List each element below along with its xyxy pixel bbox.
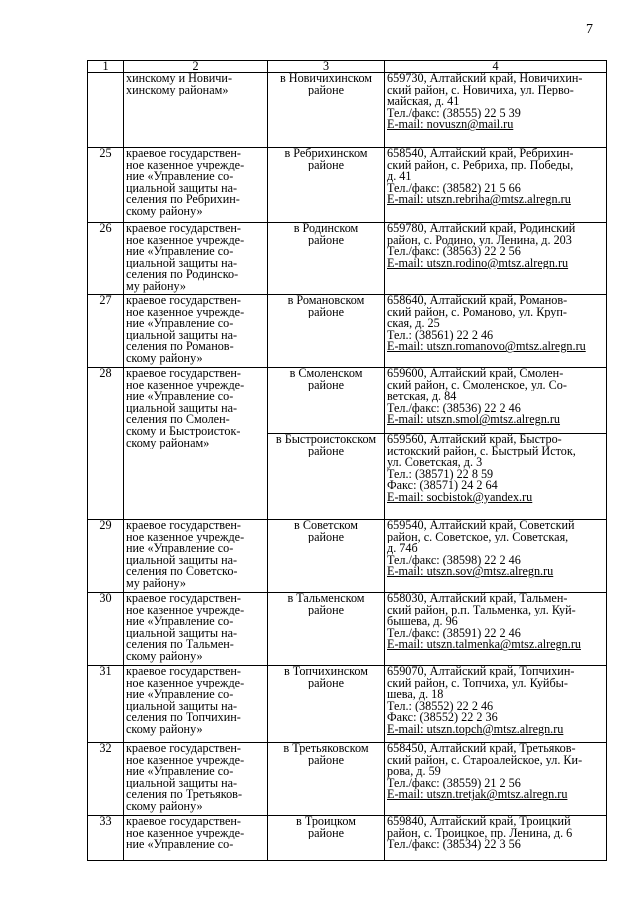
text-line: ние «Управление со-: [126, 391, 234, 403]
address-contacts: [385, 368, 607, 434]
text-line: 659780, Алтайский край, Родинский: [387, 223, 576, 235]
text-line: районе: [307, 677, 345, 690]
text-line: районе: [307, 84, 345, 97]
address-contacts: [385, 666, 607, 743]
text-line: E-mail: utszn.rebriha@mtsz.alregn.ru: [387, 194, 571, 206]
text-line: ский район, с. Смоленское, ул. Со-: [387, 379, 567, 392]
text-line: ние «Управление со-: [126, 543, 234, 555]
text-line: ние «Управление со-: [126, 689, 234, 701]
address-contacts: [385, 816, 607, 861]
text-line: скому районам»: [126, 437, 210, 450]
text-line: в Романовском: [287, 295, 365, 307]
row-number: 27: [88, 295, 124, 368]
address-contacts: [385, 520, 607, 593]
text-line: краевое государствен-: [126, 148, 241, 160]
text-line: ский район, с. Топчиха, ул. Куйбы-: [387, 677, 568, 690]
text-line: ное казенное учрежде-: [126, 604, 245, 617]
text-line: Факс: (38571) 24 2 64: [387, 480, 498, 492]
table-row: [88, 520, 607, 593]
text-line: краевое государствен-: [126, 520, 241, 532]
text-line: E-mail: utszn.topch@mtsz.alregn.ru: [387, 723, 564, 736]
text-line: район, с. Троицкое, пр. Ленина, д. 6: [387, 827, 573, 840]
text-line: Тел.: (38552) 22 2 46: [387, 700, 494, 713]
row-number: 31: [88, 666, 124, 743]
text-line: краевое государствен-: [126, 295, 241, 307]
text-line: E-mail: utszn.talmenka@mtsz.alregn.ru: [387, 639, 581, 651]
text-line: ное казенное учрежде-: [126, 306, 245, 319]
table-row: [88, 368, 607, 434]
text-line: Тел./факс: (38598) 22 2 46: [387, 554, 521, 567]
text-line: ние «Управление со-: [126, 839, 234, 851]
service-area: [268, 666, 385, 743]
institution-name: [124, 73, 268, 148]
text-line: селения по Советско-: [126, 566, 238, 578]
service-area: [268, 434, 385, 520]
service-area: [268, 295, 385, 368]
text-line: 659070, Алтайский край, Топчихин-: [387, 666, 575, 678]
text-line: 659730, Алтайский край, Новичихин-: [387, 73, 583, 85]
service-area: [268, 743, 385, 816]
text-line: скому району»: [126, 800, 203, 813]
text-line: му району»: [126, 280, 186, 293]
text-line: ное казенное учрежде-: [126, 677, 245, 690]
text-line: E-mail: utszn.tretjak@mtsz.alregn.ru: [387, 789, 568, 801]
row-number: 30: [88, 593, 124, 666]
text-line: Тел./факс: (38591) 22 2 46: [387, 627, 521, 640]
text-line: ное казенное учрежде-: [126, 234, 245, 247]
service-area: [268, 223, 385, 295]
text-line: рова, д. 59: [387, 766, 441, 778]
text-line: циальной защиты на-: [126, 402, 238, 415]
table-header-row: [88, 61, 607, 73]
text-line: краевое государствен-: [126, 816, 241, 828]
text-line: ский район, с. Староалейское, ул. Ки-: [387, 754, 583, 767]
address-contacts: [385, 148, 607, 223]
text-line: 658450, Алтайский край, Третьяков-: [387, 743, 576, 755]
text-line: селения по Третьяков-: [126, 789, 243, 801]
text-line: ул. Советская, д. 3: [387, 457, 483, 469]
text-line: E-mail: utszn.rodino@mtsz.alregn.ru: [387, 257, 569, 270]
text-line: E-mail: utszn.romanovo@mtsz.alregn.ru: [387, 341, 586, 353]
text-line: циальной защиты на-: [126, 777, 238, 790]
text-line: районе: [307, 159, 345, 172]
row-number: 25: [88, 148, 124, 223]
offices-table-body: [88, 61, 607, 861]
text-line: истокский район, с. Быстрый Исток,: [387, 445, 576, 458]
text-line: селения по Топчихин-: [126, 712, 241, 724]
text-line: в Троицком: [296, 816, 356, 828]
text-line: селения по Ребрихин-: [126, 194, 240, 206]
text-line: шева, д. 18: [387, 689, 444, 701]
institution-name: [124, 816, 268, 861]
table-row: [88, 666, 607, 743]
service-area: [268, 520, 385, 593]
text-line: ние «Управление со-: [126, 318, 234, 330]
text-line: ветская, д. 84: [387, 391, 457, 403]
table-row: [88, 816, 607, 861]
text-line: ская, д. 25: [387, 318, 440, 330]
address-contacts: [385, 743, 607, 816]
text-line: район, с. Советское, ул. Советская,: [387, 531, 569, 544]
text-line: E-mail: novuszn@mail.ru: [387, 119, 514, 131]
table-row: [88, 73, 607, 148]
text-line: районе: [307, 379, 345, 392]
text-line: ский район, с. Ребриха, пр. Победы,: [387, 159, 574, 172]
text-line: районе: [307, 827, 345, 840]
row-number: 33: [88, 816, 124, 861]
text-line: ное казенное учрежде-: [126, 531, 245, 544]
text-line: в Родинском: [293, 223, 359, 235]
text-line: скому району»: [126, 723, 203, 736]
text-line: циальной защиты на-: [126, 257, 238, 270]
text-line: в Топчихинском: [283, 666, 369, 678]
text-line: циальной защиты на-: [126, 627, 238, 640]
text-line: ский район, с. Романово, ул. Круп-: [387, 306, 567, 319]
text-line: 658030, Алтайский край, Тальмен-: [387, 593, 568, 605]
text-line: селения по Романов-: [126, 341, 234, 353]
text-line: селения по Тальмен-: [126, 639, 234, 651]
text-line: районе: [307, 445, 345, 458]
institution-name: [124, 520, 268, 593]
text-line: циальной защиты на-: [126, 182, 238, 195]
service-area: [268, 816, 385, 861]
text-line: Тел./факс: (38582) 21 5 66: [387, 182, 521, 195]
text-line: краевое государствен-: [126, 368, 241, 380]
service-area: [268, 73, 385, 148]
page-number: 7: [586, 22, 593, 37]
table-row: [88, 743, 607, 816]
text-line: в Новичихинском: [279, 73, 373, 85]
text-line: в Ребрихинском: [284, 148, 368, 160]
text-line: в Смоленском: [289, 368, 363, 380]
text-line: E-mail: utszn.smol@mtsz.alregn.ru: [387, 414, 561, 426]
text-line: Факс: (38552) 22 2 36: [387, 712, 498, 724]
service-area: [268, 148, 385, 223]
text-line: районе: [307, 604, 345, 617]
address-contacts: [385, 73, 607, 148]
text-line: район, с. Родино, ул. Ленина, д. 203: [387, 234, 572, 247]
text-line: в Советском: [294, 520, 358, 532]
text-line: ние «Управление со-: [126, 766, 234, 778]
institution-name: [124, 223, 268, 295]
text-line: краевое государствен-: [126, 593, 241, 605]
text-line: скому району»: [126, 205, 203, 218]
text-line: ский район, р.п. Тальменка, ул. Куй-: [387, 604, 576, 617]
text-line: в Третьяковском: [283, 743, 369, 755]
row-number: [88, 73, 124, 148]
text-line: ние «Управление со-: [126, 246, 234, 258]
text-line: Тел./факс: (38563) 22 2 56: [387, 246, 521, 258]
text-line: в Быстроистокском: [275, 434, 377, 446]
text-line: селения по Родинско-: [126, 269, 239, 281]
row-number: 32: [88, 743, 124, 816]
institution-name: [124, 368, 268, 520]
text-line: Тел./факс: (38559) 21 2 56: [387, 777, 521, 790]
text-line: районе: [307, 531, 345, 544]
text-line: районе: [307, 754, 345, 767]
text-line: ное казенное учрежде-: [126, 754, 245, 767]
text-line: 659600, Алтайский край, Смолен-: [387, 368, 564, 380]
text-line: ное казенное учрежде-: [126, 827, 245, 840]
text-line: в Тальменском: [287, 593, 365, 605]
service-area: [268, 368, 385, 434]
institution-name: [124, 148, 268, 223]
text-line: 659560, Алтайский край, Быстро-: [387, 434, 562, 446]
text-line: хинскому и Новичи-: [126, 73, 233, 85]
text-line: 659540, Алтайский край, Советский: [387, 520, 575, 532]
column-header: 4: [385, 61, 607, 73]
text-line: 658640, Алтайский край, Романов-: [387, 295, 568, 307]
text-line: ние «Управление со-: [126, 616, 234, 628]
text-line: д. 41: [387, 171, 412, 183]
address-contacts: [385, 434, 607, 520]
column-header: 2: [124, 61, 268, 73]
text-line: краевое государствен-: [126, 743, 241, 755]
institution-name: [124, 593, 268, 666]
column-header: 1: [88, 61, 124, 73]
text-line: 658540, Алтайский край, Ребрихин-: [387, 148, 574, 160]
text-line: циальной защиты на-: [126, 329, 238, 342]
text-line: скому району»: [126, 650, 203, 663]
text-line: хинскому районам»: [126, 84, 229, 97]
text-line: ский район, с. Новичиха, ул. Перво-: [387, 84, 574, 97]
text-line: скому району»: [126, 352, 203, 365]
table-row: [88, 148, 607, 223]
text-line: Тел./факс: (38536) 22 2 46: [387, 402, 521, 415]
table-row: [88, 593, 607, 666]
text-line: ние «Управление со-: [126, 171, 234, 183]
text-line: E-mail: utszn.sov@mtsz.alregn.ru: [387, 566, 554, 578]
text-line: районе: [307, 306, 345, 319]
text-line: д. 74б: [387, 543, 418, 555]
text-line: циальной защиты на-: [126, 700, 238, 713]
institution-name: [124, 295, 268, 368]
address-contacts: [385, 223, 607, 295]
service-area: [268, 593, 385, 666]
offices-table: [87, 60, 607, 861]
text-line: краевое государствен-: [126, 666, 241, 678]
table-row: [88, 295, 607, 368]
institution-name: [124, 666, 268, 743]
text-line: E-mail: socbistok@yandex.ru: [387, 491, 533, 504]
text-line: 659840, Алтайский край, Троицкий: [387, 816, 571, 828]
text-line: майская, д. 41: [387, 96, 460, 108]
text-line: му району»: [126, 577, 186, 590]
row-number: 29: [88, 520, 124, 593]
text-line: ное казенное учрежде-: [126, 159, 245, 172]
row-number: 28: [88, 368, 124, 520]
address-contacts: [385, 295, 607, 368]
institution-name: [124, 743, 268, 816]
table-row: [88, 223, 607, 295]
text-line: Тел./факс: (38534) 22 3 56: [387, 839, 521, 851]
row-number: 26: [88, 223, 124, 295]
text-line: ное казенное учрежде-: [126, 379, 245, 392]
address-contacts: [385, 593, 607, 666]
text-line: Тел.: (38561) 22 2 46: [387, 329, 494, 342]
text-line: краевое государствен-: [126, 223, 241, 235]
column-header: 3: [268, 61, 385, 73]
text-line: селения по Смолен-: [126, 414, 230, 426]
text-line: скому и Быстроисток-: [126, 425, 241, 438]
text-line: циальной защиты на-: [126, 554, 238, 567]
text-line: районе: [307, 234, 345, 247]
text-line: Тел./факс: (38555) 22 5 39: [387, 107, 521, 120]
text-line: бышева, д. 96: [387, 616, 458, 628]
text-line: Тел.: (38571) 22 8 59: [387, 468, 494, 481]
